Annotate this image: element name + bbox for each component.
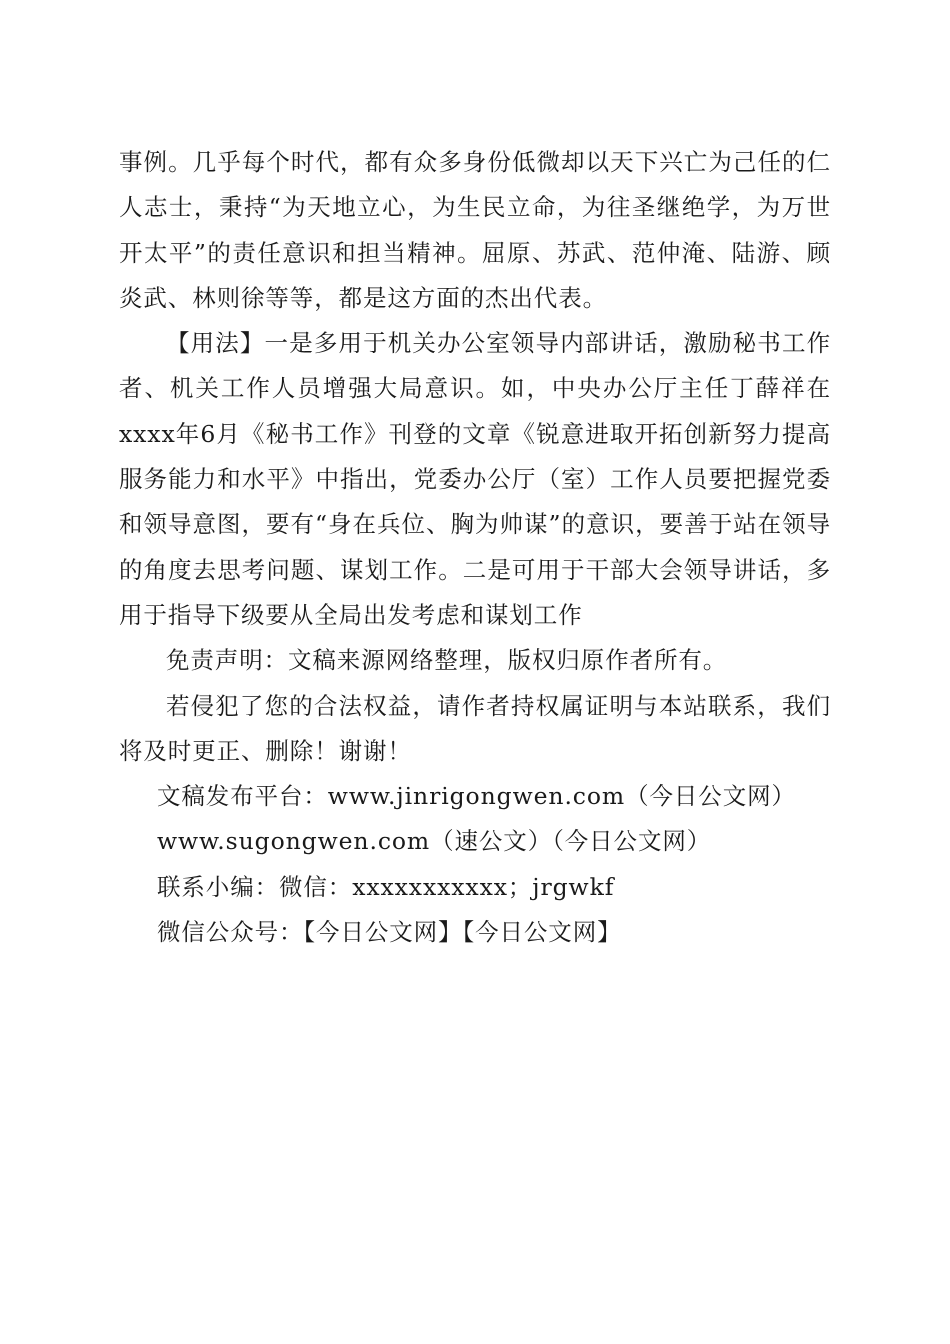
contact-line: 联系小编：微信：xxxxxxxxxxx；jrgwkf	[157, 872, 615, 901]
infringement-notice: 若侵犯了您的合法权益，请作者持权属证明与本站联系，我们将及时更正、删除！谢谢！	[119, 691, 831, 765]
site-line: www.sugongwen.com（速公文）（今日公文网）	[157, 827, 712, 856]
document-body	[119, 140, 831, 955]
wechat-account-line: 微信公众号：【今日公文网】【今日公文网】	[157, 918, 622, 947]
platform-line: 文稿发布平台：www.jinrigongwen.com（今日公文网）	[157, 782, 796, 811]
usage-paragraph: 【用法】一是多用于机关办公室领导内部讲话，激励秘书工作者、机关工作人员增强大局意识。如，中央办公厅主任丁薛祥在xxxx年6月《秘书工作》刊登的文章《锐意进取开拓创新努力提高服务能力和水平》中指出，党委办公厅（室）工作人员要把握党委和领导意图，要有“身在兵位、胸为帅谋”的意识，要善于站在领导的角度去思考问题、谋划工作。二是可用于干部大会领导讲话，多用于指导下级要从全局出发考虑和谋划工作	[119, 329, 831, 629]
body-paragraph-continuation: 事例。几乎每个时代，都有众多身份低微却以天下兴亡为己任的仁人志士，秉持“为天地立心，为生民立命，为往圣继绝学，为万世开太平”的责任意识和担当精神。屈原、苏武、范仲淹、陆游、顾炎武、林则徐等等，都是这方面的杰出代表。	[119, 148, 831, 312]
disclaimer-text: 免责声明：文稿来源网络整理，版权归原作者所有。	[166, 646, 728, 675]
